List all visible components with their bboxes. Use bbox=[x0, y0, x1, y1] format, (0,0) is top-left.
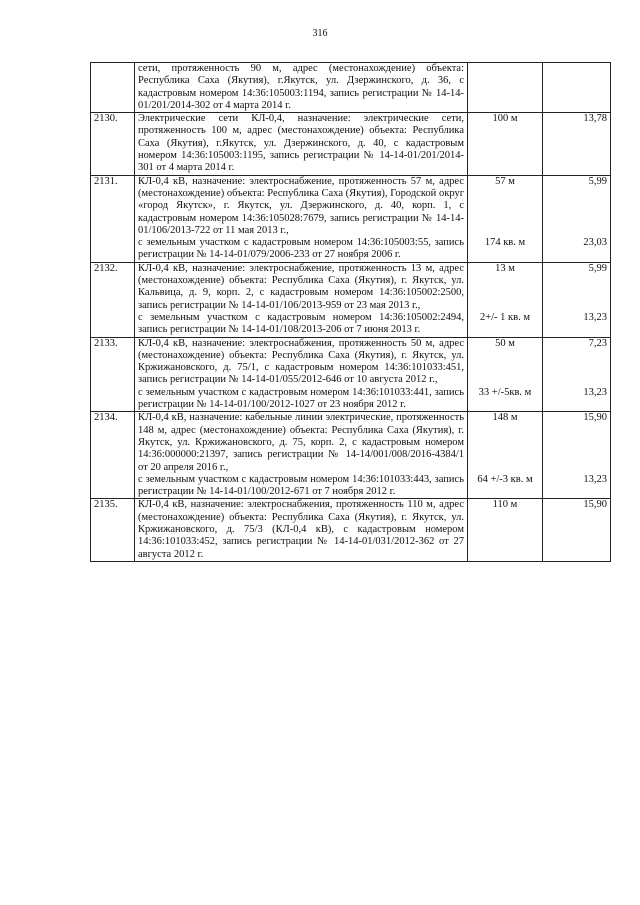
description-text: с земельным участком с кадастровым номером 14:36:105002:2494, запись регистрации № 14-14-01/108/2013-206 от 7 июня 2013 г. bbox=[138, 311, 464, 336]
value-text: 15,90 bbox=[583, 412, 607, 424]
size-text: 148 м bbox=[492, 412, 518, 424]
row-description bbox=[135, 499, 468, 561]
description-text: КЛ-0,4 кВ, назначение: кабельные линии электрические, протяженность 148 м, адрес (местонахождение) объекта: Республика Саха (Якутия), г. Якутск, ул. Кржижановского, д. 75, корп. 2, с кадастровым номером 14:36:000000:21397, запись регистрации № 14-14/001/008/2016-4384/1 от 20 апреля 2016 г., bbox=[138, 412, 464, 473]
registry-table bbox=[90, 62, 611, 562]
table-row bbox=[91, 262, 611, 337]
row-number: 2134. bbox=[91, 412, 135, 499]
row-description bbox=[135, 262, 468, 337]
size-text: 110 м bbox=[492, 499, 518, 511]
description-text: КЛ-0,4 кВ, назначение: электроснабжения, протяженность 50 м, адрес (местонахождение) объекта: Республика Саха (Якутия), г. Якутск, ул. Кржижановского, д. 75/1, с кадастровым номером 14:36:101033:451, запись регистрации № 14-14-01/055/2012-646 от 10 августа 2012 г., bbox=[138, 337, 464, 386]
size-text: 57 м bbox=[495, 175, 515, 187]
row-description bbox=[135, 175, 468, 262]
description-text: Электрические сети КЛ-0,4, назначение: электрические сети, протяженность 100 м, адрес (местонахождение) объекта: Республика Саха (Якутия), г.Якутск, ул. Дзержинского, д. 40, с кадастровым номером 14:36:105003:1195, запись регистрации № 14-14-01/201/2014-301 от 4 марта 2014 г. bbox=[138, 113, 464, 174]
size-text: 100 м bbox=[492, 113, 518, 125]
row-number: 2131. bbox=[91, 175, 135, 262]
row-description bbox=[135, 412, 468, 499]
row-number bbox=[91, 63, 135, 113]
description-text: КЛ-0,4 кВ, назначение: электроснабжение, протяженность 57 м, адрес (местонахождение) объекта: Республика Саха (Якутия), Городской округ «город Якутск», г. Якутск, ул. Дзержинского, д. 40, корп. 1, с кадастровым номером 14:36:105028:7679, запись регистрации № 14-14-01/106/2013-722 от 11 мая 2013 г., bbox=[138, 175, 464, 236]
registry-table-body bbox=[91, 63, 611, 562]
row-value bbox=[543, 412, 611, 499]
size-text: 50 м bbox=[495, 337, 515, 349]
row-number: 2130. bbox=[91, 113, 135, 175]
row-number: 2133. bbox=[91, 337, 135, 412]
table-row bbox=[91, 499, 611, 561]
row-size bbox=[468, 412, 543, 499]
row-value bbox=[543, 113, 611, 175]
row-value bbox=[543, 63, 611, 113]
row-description bbox=[135, 113, 468, 175]
value-text: 5,99 bbox=[588, 262, 607, 274]
description-text: сети, протяженность 90 м, адрес (местонахождение) объекта: Республика Саха (Якутия), г.Якутск, ул. Дзержинского, д. 36, с кадастровым номером 14:36:105003:1194, запись регистрации № 14-14-01/201/2014-302 от 4 марта 2014 г. bbox=[138, 63, 464, 111]
description-text: с земельным участком с кадастровым номером 14:36:101033:443, запись регистрации № 14-14-01/100/2012-671 от 7 ноября 2012 г. bbox=[138, 473, 464, 498]
size-text: 64 +/-3 кв. м bbox=[477, 473, 533, 485]
value-text: 13,23 bbox=[583, 311, 607, 323]
table-row bbox=[91, 337, 611, 412]
value-text: 13,23 bbox=[583, 386, 607, 398]
size-text: 13 м bbox=[495, 262, 515, 274]
table-row bbox=[91, 412, 611, 499]
row-value bbox=[543, 337, 611, 412]
row-size bbox=[468, 262, 543, 337]
size-text: 33 +/-5кв. м bbox=[478, 386, 532, 398]
description-text: с земельным участком с кадастровым номером 14:36:105003:55, запись регистрации № 14-14-01/079/2006-233 от 27 ноября 2006 г. bbox=[138, 237, 464, 261]
row-size bbox=[468, 175, 543, 262]
description-text: КЛ-0,4 кВ, назначение: электроснабжение, протяженность 13 м, адрес (местонахождение) объекта: Республика Саха (Якутия), г. Якутск, ул. Кальвица, д. 9, корп. 2, с кадастровым номером 14:36:105002:2500, запись регистрации № 14-14-01/106/2013-959 от 23 мая 2013 г., bbox=[138, 262, 464, 311]
row-size bbox=[468, 337, 543, 412]
size-text: 2+/- 1 кв. м bbox=[479, 311, 531, 323]
value-text: 15,90 bbox=[583, 499, 607, 511]
row-value bbox=[543, 175, 611, 262]
table-row bbox=[91, 113, 611, 175]
table-row bbox=[91, 63, 611, 113]
row-number: 2135. bbox=[91, 499, 135, 561]
row-size bbox=[468, 499, 543, 561]
value-text: 7,23 bbox=[588, 337, 607, 349]
row-number: 2132. bbox=[91, 262, 135, 337]
page-number: 316 bbox=[312, 28, 328, 39]
table-row bbox=[91, 175, 611, 262]
row-size bbox=[468, 63, 543, 113]
description-text: КЛ-0,4 кВ, назначение: электроснабжения, протяженность 110 м, адрес (местонахождение) объекта: Республика Саха (Якутия), г. Якутск, ул. Кржижановского, д. 75/3 (КЛ-0,4 кВ), с кадастровым номером 14:36:101033:452, запись регистрации № 14-14-01/031/2012-362 от 27 августа 2012 г. bbox=[138, 499, 464, 560]
value-text: 5,99 bbox=[588, 175, 607, 187]
value-text: 13,78 bbox=[583, 113, 607, 125]
size-text: 174 кв. м bbox=[484, 237, 526, 249]
value-text: 23,03 bbox=[583, 237, 607, 249]
row-description bbox=[135, 337, 468, 412]
row-value bbox=[543, 262, 611, 337]
description-text: с земельным участком с кадастровым номером 14:36:101033:441, запись регистрации № 14-14-01/100/2012-1027 от 23 ноября 2012 г. bbox=[138, 386, 464, 411]
row-size bbox=[468, 113, 543, 175]
row-value bbox=[543, 499, 611, 561]
value-text: 13,23 bbox=[583, 473, 607, 485]
row-description bbox=[135, 63, 468, 113]
